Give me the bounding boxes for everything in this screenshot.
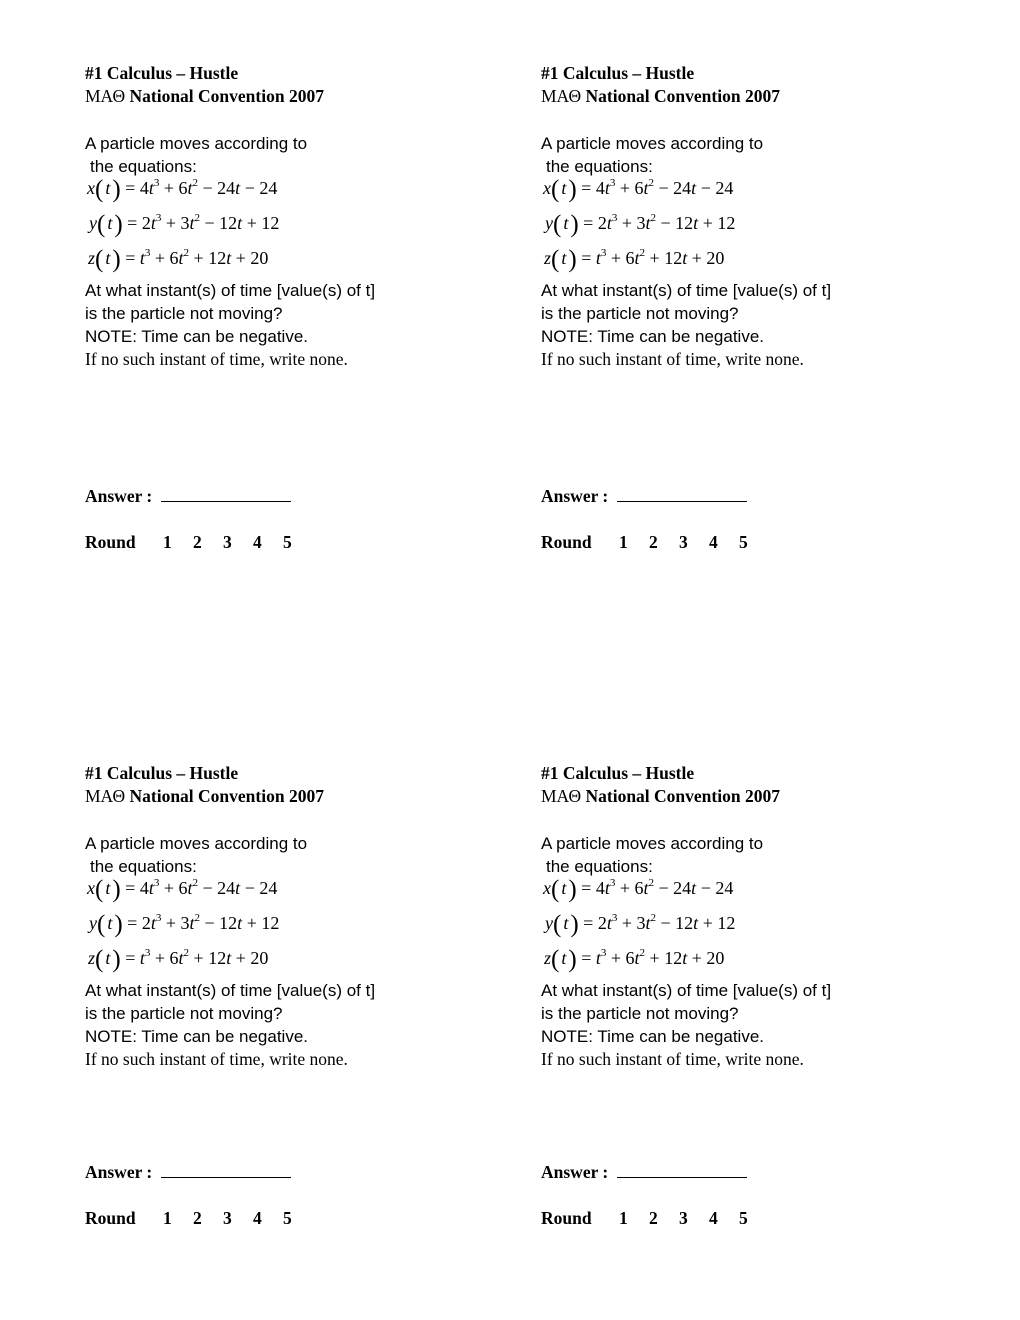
round-option[interactable]: 4 xyxy=(253,1208,262,1228)
greek-letters: ΜΑΘ xyxy=(85,786,126,806)
round-option[interactable]: 1 xyxy=(619,1208,628,1228)
problem-intro xyxy=(85,832,307,878)
round-label: Round xyxy=(85,532,136,552)
greek-letters: ΜΑΘ xyxy=(541,86,582,106)
card-subtitle xyxy=(85,785,505,808)
answer-field[interactable] xyxy=(85,486,291,507)
round-option[interactable]: 3 xyxy=(679,1208,688,1228)
equation-z: z( $t) = t^3 + 6t^2 + 12t + 20$ xyxy=(544,946,725,973)
round-option[interactable]: 2 xyxy=(193,1208,202,1228)
answer-field[interactable] xyxy=(85,1162,291,1183)
answer-blank[interactable] xyxy=(617,487,747,502)
problem-line-2: the equations: xyxy=(90,157,197,176)
answer-field[interactable] xyxy=(541,1162,747,1183)
round-selector xyxy=(541,1208,769,1229)
round-option[interactable]: 2 xyxy=(193,532,202,552)
problem-card-top-right xyxy=(541,62,961,582)
round-option[interactable]: 4 xyxy=(253,532,262,552)
round-label: Round xyxy=(85,1208,136,1228)
equation-z: z( $t) = t^3 + 6t^2 + 12t + 20$ xyxy=(544,246,725,273)
card-subtitle xyxy=(541,785,961,808)
round-option[interactable]: 3 xyxy=(679,532,688,552)
card-subtitle xyxy=(541,85,961,108)
convention-name: National Convention 2007 xyxy=(129,786,324,806)
answer-blank[interactable] xyxy=(161,487,291,502)
equation-y: y( $t) = 2t^3 + 3t^2 - 12t + 12$ xyxy=(545,911,736,938)
round-option[interactable]: 3 xyxy=(223,532,232,552)
problem-line-2: the equations: xyxy=(546,157,653,176)
equation-x: x( $t) = 4t^3 + 6t^2 - 24t - 24$ xyxy=(87,876,278,903)
problem-line-2: the equations: xyxy=(546,857,653,876)
round-selector xyxy=(85,532,313,553)
problem-card-bottom-left xyxy=(85,762,505,1282)
card-title: #1 Calculus – Hustle xyxy=(85,763,239,783)
problem-intro xyxy=(85,132,307,178)
convention-name: National Convention 2007 xyxy=(129,86,324,106)
card-title: #1 Calculus – Hustle xyxy=(541,63,695,83)
question-text: At what instant(s) of time [value(s) of t] is the particle not moving? NOTE: Time can be negative. xyxy=(85,981,376,1046)
equation-x: x( $t) = 4t^3 + 6t^2 - 24t - 24$ xyxy=(543,876,734,903)
greek-letters: ΜΑΘ xyxy=(85,86,126,106)
problem-line-1: A particle moves according to xyxy=(85,134,308,153)
card-title: #1 Calculus – Hustle xyxy=(85,63,239,83)
problem-line-1: A particle moves according to xyxy=(541,134,764,153)
answer-blank[interactable] xyxy=(161,1163,291,1178)
no-instant-note: If no such instant of time, write none. xyxy=(85,1049,348,1069)
answer-field[interactable] xyxy=(541,486,747,507)
problem-line-1: A particle moves according to xyxy=(85,834,308,853)
round-option[interactable]: 5 xyxy=(283,1208,292,1228)
question-text: At what instant(s) of time [value(s) of t] is the particle not moving? NOTE: Time can be negative. xyxy=(541,981,832,1046)
answer-label: Answer : xyxy=(85,486,153,506)
round-option[interactable]: 5 xyxy=(739,1208,748,1228)
card-subtitle xyxy=(85,85,505,108)
round-option[interactable]: 1 xyxy=(163,1208,172,1228)
round-selector xyxy=(85,1208,313,1229)
round-selector xyxy=(541,532,769,553)
answer-label: Answer : xyxy=(541,1162,609,1182)
no-instant-note: If no such instant of time, write none. xyxy=(541,1049,804,1069)
problem-line-1: A particle moves according to xyxy=(541,834,764,853)
greek-letters: ΜΑΘ xyxy=(541,786,582,806)
no-instant-note: If no such instant of time, write none. xyxy=(85,349,348,369)
round-option[interactable]: 5 xyxy=(283,532,292,552)
equation-y: y( $t) = 2t^3 + 3t^2 - 12t + 12$ xyxy=(89,211,280,238)
equation-z: z( $t) = t^3 + 6t^2 + 12t + 20$ xyxy=(88,246,269,273)
round-option[interactable]: 1 xyxy=(163,532,172,552)
problem-card-bottom-right xyxy=(541,762,961,1282)
round-option[interactable]: 3 xyxy=(223,1208,232,1228)
convention-name: National Convention 2007 xyxy=(585,86,780,106)
problem-intro xyxy=(541,832,763,878)
problem-intro xyxy=(541,132,763,178)
equation-y: y( $t) = 2t^3 + 3t^2 - 12t + 12$ xyxy=(545,211,736,238)
problem-line-2: the equations: xyxy=(90,857,197,876)
answer-label: Answer : xyxy=(541,486,609,506)
equation-x: x( $t) = 4t^3 + 6t^2 - 24t - 24$ xyxy=(543,176,734,203)
round-label: Round xyxy=(541,1208,592,1228)
round-option[interactable]: 2 xyxy=(649,532,658,552)
round-option[interactable]: 1 xyxy=(619,532,628,552)
equation-x: x( $t) = 4t^3 + 6t^2 - 24t - 24$ xyxy=(87,176,278,203)
problem-card-top-left xyxy=(85,62,505,582)
round-option[interactable]: 5 xyxy=(739,532,748,552)
equation-y: y( $t) = 2t^3 + 3t^2 - 12t + 12$ xyxy=(89,911,280,938)
no-instant-note: If no such instant of time, write none. xyxy=(541,349,804,369)
round-option[interactable]: 4 xyxy=(709,1208,718,1228)
answer-blank[interactable] xyxy=(617,1163,747,1178)
question-text: At what instant(s) of time [value(s) of t] is the particle not moving? NOTE: Time can be negative. xyxy=(85,281,376,346)
question-text: At what instant(s) of time [value(s) of t] is the particle not moving? NOTE: Time can be negative. xyxy=(541,281,832,346)
answer-label: Answer : xyxy=(85,1162,153,1182)
convention-name: National Convention 2007 xyxy=(585,786,780,806)
equation-z: z( $t) = t^3 + 6t^2 + 12t + 20$ xyxy=(88,946,269,973)
round-option[interactable]: 4 xyxy=(709,532,718,552)
round-label: Round xyxy=(541,532,592,552)
round-option[interactable]: 2 xyxy=(649,1208,658,1228)
card-title: #1 Calculus – Hustle xyxy=(541,763,695,783)
